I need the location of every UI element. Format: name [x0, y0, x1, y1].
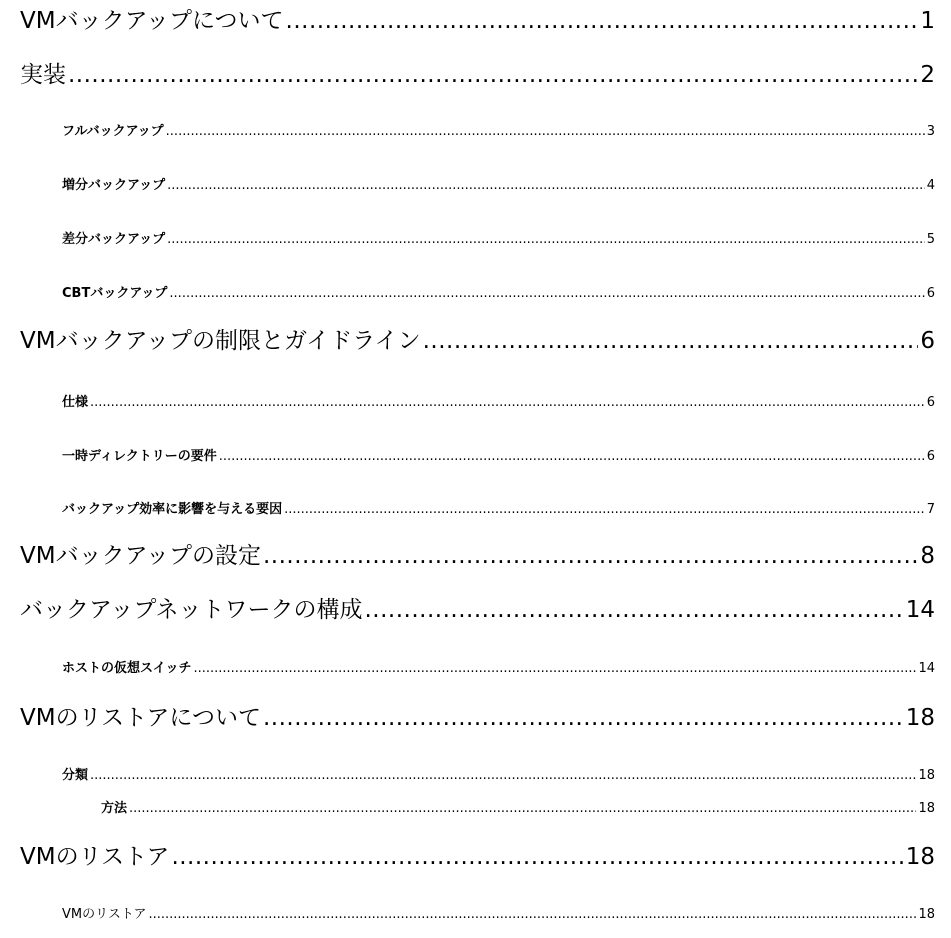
toc-entry-limits-guidelines[interactable]: [20, 326, 935, 356]
toc-entry-page: 14: [905, 597, 935, 623]
toc-entry-title: 差分バックアップ: [62, 232, 166, 247]
toc-entry-title: 実装: [20, 62, 66, 88]
toc-entry-title: バックアップネットワークの構成: [20, 597, 363, 623]
toc-entry-page: 2: [920, 62, 935, 88]
toc-entry-title: 仕様: [62, 395, 89, 410]
toc-entry-restore-about[interactable]: [20, 703, 935, 733]
toc-entry-classification[interactable]: [62, 767, 935, 785]
toc-entry-page: 6: [926, 449, 935, 464]
toc-entry-vm-backup-about[interactable]: [20, 6, 935, 36]
toc-entry-backup-settings[interactable]: [20, 541, 935, 571]
toc-entry-page: 3: [926, 124, 935, 139]
toc-entry-title: VMバックアップの制限とガイドライン: [20, 328, 421, 354]
toc-entry-title: フルバックアップ: [62, 124, 164, 139]
toc-entry-restore[interactable]: [20, 842, 935, 872]
toc-entry-page: 8: [920, 543, 935, 569]
toc-entry-implementation[interactable]: [20, 60, 935, 90]
dot-leader: [169, 285, 924, 303]
toc-entry-page: 1: [920, 8, 935, 34]
toc-entry-page: 18: [905, 705, 935, 731]
toc-entry-page: 4: [926, 178, 935, 193]
toc-entry-restore-sub[interactable]: [62, 906, 935, 924]
dot-leader: [193, 660, 916, 678]
toc-entry-temp-directory-requirements[interactable]: [62, 448, 935, 466]
toc-entry-specifications[interactable]: [62, 394, 935, 412]
toc-entry-backup-network[interactable]: [20, 595, 935, 625]
toc-entry-title: 分類: [62, 768, 89, 783]
toc-entry-efficiency-factors[interactable]: [62, 501, 935, 519]
dot-leader: [167, 231, 925, 249]
toc-entry-title: ホストの仮想スイッチ: [62, 661, 192, 676]
toc-entry-differential-backup[interactable]: [62, 231, 935, 249]
toc-entry-page: 6: [926, 286, 935, 301]
dot-leader: [166, 123, 925, 141]
toc-entry-page: 14: [918, 661, 935, 676]
toc-entry-title: VMのリストアについて: [20, 705, 261, 731]
dot-leader: [423, 326, 919, 356]
toc-entry-page: 6: [926, 395, 935, 410]
dot-leader: [90, 767, 916, 785]
toc-entry-page: 18: [918, 768, 935, 783]
toc-entry-page: 6: [920, 328, 935, 354]
dot-leader: [263, 541, 918, 571]
dot-leader: [284, 501, 925, 519]
toc-entry-title: VMのリストア: [62, 907, 147, 922]
dot-leader: [219, 448, 925, 466]
dot-leader: [171, 842, 903, 872]
toc-entry-title: VMバックアップの設定: [20, 543, 261, 569]
toc-entry-title: 増分バックアップ: [62, 178, 166, 193]
dot-leader: [286, 6, 919, 36]
toc-entry-page: 18: [905, 844, 935, 870]
dot-leader: [129, 800, 916, 818]
dot-leader: [68, 60, 918, 90]
toc-entry-title: バックアップ効率に影響を与える要因: [62, 502, 283, 517]
toc-entry-incremental-backup[interactable]: [62, 177, 935, 195]
toc-entry-title: 方法: [101, 801, 128, 816]
toc-entry-page: 5: [926, 232, 935, 247]
toc-entry-full-backup[interactable]: [62, 123, 935, 141]
toc-entry-title: 一時ディレクトリーの要件: [62, 449, 217, 464]
toc-entry-page: 7: [926, 502, 935, 517]
toc-entry-page: 18: [918, 801, 935, 816]
toc-entry-host-virtual-switch[interactable]: [62, 660, 935, 678]
toc-entry-page: 18: [918, 907, 935, 922]
toc-entry-method[interactable]: [101, 800, 935, 818]
toc-entry-title: CBTバックアップ: [62, 286, 168, 301]
dot-leader: [364, 595, 903, 625]
dot-leader: [167, 177, 925, 195]
dot-leader: [90, 394, 925, 412]
toc-entry-title: VMのリストア: [20, 844, 170, 870]
toc-entry-cbt-backup[interactable]: [62, 285, 935, 303]
dot-leader: [148, 906, 916, 924]
toc-entry-title: VMバックアップについて: [20, 8, 284, 34]
dot-leader: [263, 703, 904, 733]
